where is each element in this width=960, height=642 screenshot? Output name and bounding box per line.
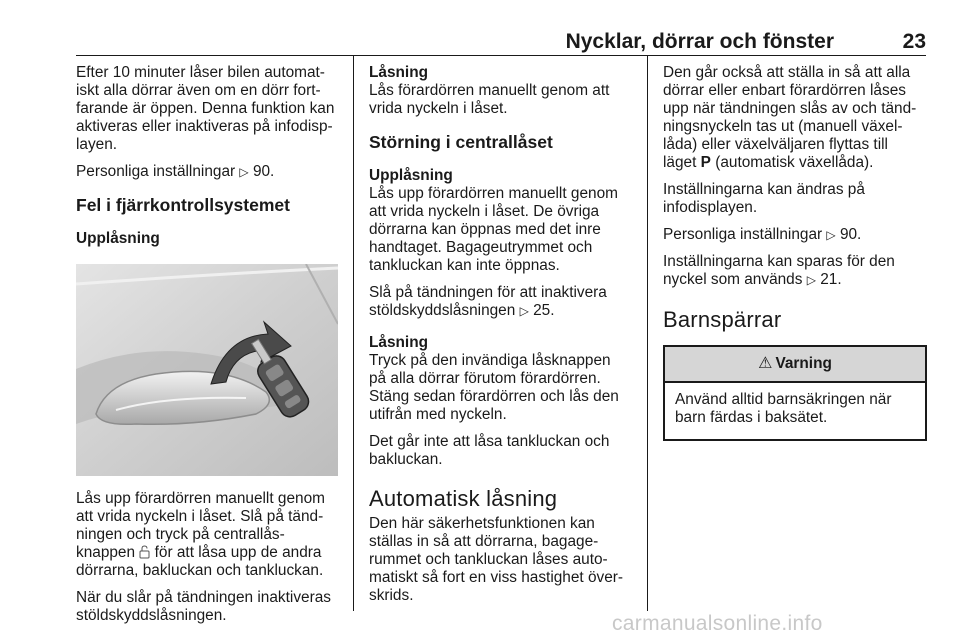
- locking-steps-paragraph: Tryck på den invändiga låsknappen på alla dörrar förutom förardörren. Stäng sedan förardörren och lås den utifrån med nyckeln.: [369, 352, 619, 423]
- page-reference-link[interactable]: 90.: [839, 226, 862, 243]
- page-reference-arrow-icon: ▷: [519, 304, 529, 318]
- unlocking-paragraph: Lås upp förardörren manuellt genom att vrida nyckeln i låset. De övriga dörrarna kan öppnas med det inre handtaget. Bagageutrymmet och tankluckan kan inte öppnas.: [369, 185, 618, 274]
- page-reference-arrow-icon: ▷: [239, 165, 249, 179]
- column-1: [76, 64, 344, 634]
- automatic-locking-paragraph: Den här säkerhetsfunktionen kan ställas in så att dörrarna, bagage- rummet och tankluckan låses auto- matiskt så fort en viss hastighet över- skrids.: [369, 515, 624, 604]
- unlock-settings-paragraph: Den går också att ställa in så att alla dörrar eller enbart förardörren låses upp när tändningen slås av och tänd- ningsnyckeln tas ut (manuell växel- låda) eller växelväljaren flyttas till läget P (automatisk växellåda).: [663, 64, 917, 171]
- warning-body: Använd alltid barnsäkringen när barn färdas i baksätet.: [675, 391, 892, 426]
- section-heading-child-locks: Barnspärrar: [663, 307, 782, 332]
- unlock-icon: [139, 545, 150, 559]
- column-2: [369, 64, 641, 614]
- immobiliser-paragraph: När du slår på tändningen inaktiveras stöldskyddslåsningen.: [76, 589, 331, 624]
- column-divider-1: [353, 56, 354, 611]
- fuel-flap-note: Det går inte att låsa tankluckan och bakluckan.: [369, 433, 610, 468]
- personal-settings-reference: Personliga inställningar ▷ 90.: [76, 163, 275, 180]
- personal-settings-reference-2: Personliga inställningar ▷ 90.: [663, 226, 862, 243]
- warning-header: ⚠ Varning: [665, 347, 925, 383]
- page-reference-arrow-icon: ▷: [826, 228, 836, 242]
- subheading-unlocking-2: Upplåsning: [369, 167, 453, 184]
- watermark: carmanualsonline.info: [612, 612, 823, 635]
- section-heading-central-lock-fault: Störning i centrallåset: [369, 132, 553, 152]
- locking-paragraph: Lås förardörren manuellt genom att vrida nyckeln i låset.: [369, 82, 610, 117]
- section-heading-remote-fault: Fel i fjärrkontrollsystemet: [76, 195, 290, 215]
- page-number: 23: [902, 30, 926, 53]
- page-header: [76, 30, 926, 56]
- header-rule: [76, 55, 926, 56]
- column-divider-2: [647, 56, 648, 611]
- infodisplay-paragraph: Inställningarna kan ändras på infodisplayen.: [663, 181, 865, 216]
- subheading-locking-2: Låsning: [369, 334, 428, 351]
- section-heading-automatic-locking: Automatisk låsning: [369, 486, 558, 511]
- gear-position-p: P: [700, 154, 711, 171]
- warning-triangle-icon: ⚠: [758, 355, 773, 372]
- auto-lock-paragraph: Efter 10 minuter låser bilen automat- iskt alla dörrar även om en dörr fort- farande är öppen. Denna funktion kan aktiveras eller inaktiveras på infodisp- layen.: [76, 64, 335, 153]
- page-reference-arrow-icon: ▷: [806, 273, 816, 287]
- door-handle-key-illustration: [76, 264, 338, 476]
- illustration-caption: Lås upp förardörren manuellt genom att vrida nyckeln i låset. Slå på tänd- ningen och tryck på centrallås- knappen för att låsa upp de andra dörrarna, bakluckan och tankluckan.: [76, 490, 325, 579]
- key-memory-paragraph: Inställningarna kan sparas för den nyckel som används ▷ 21.: [663, 253, 895, 288]
- warning-box: [663, 345, 927, 441]
- subheading-locking: Låsning: [369, 64, 428, 81]
- column-3: [663, 64, 929, 441]
- theft-protection-paragraph: Slå på tändningen för att inaktivera stöldskyddslåsningen ▷ 25.: [369, 284, 607, 319]
- page-reference-link[interactable]: 90.: [252, 163, 275, 180]
- page-reference-link[interactable]: 25.: [533, 302, 555, 319]
- subheading-unlocking: Upplåsning: [76, 230, 160, 247]
- page-title: Nycklar, dörrar och fönster: [565, 30, 834, 53]
- page-reference-link[interactable]: 21.: [820, 271, 842, 288]
